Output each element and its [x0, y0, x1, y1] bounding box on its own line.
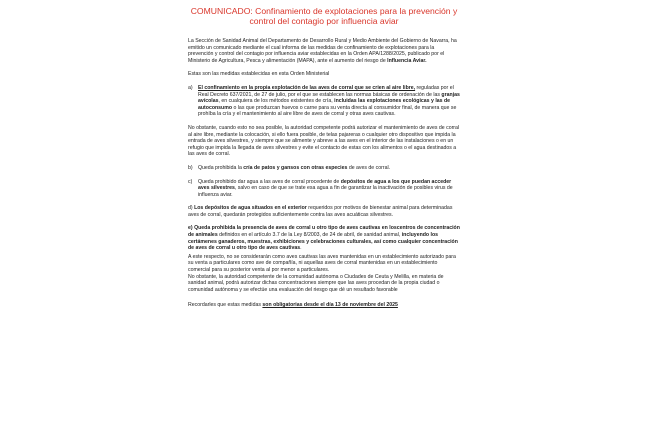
- measure-b-t2: de aves de corral.: [347, 164, 391, 171]
- measure-a-t3: o las que produzcan huevos o carne para su venta directa al consumidor final, de manera que se prohíba la cría y el mantenimiento al aire libre de aves de corral y otras aves cautivas.: [198, 104, 457, 118]
- measure-d-label: d): [188, 205, 193, 212]
- measure-c-text: [198, 179, 460, 199]
- measure-d: [188, 205, 460, 218]
- measure-e-t1: definidos en el artículo 3.7 de la Ley 8/2003, de 24 de abril, de sanidad animal,: [217, 232, 402, 239]
- closing-paragraph: [188, 302, 460, 309]
- measure-c-b1: depósitos de agua a los que puedan acceder aves silvestres: [198, 178, 452, 192]
- intro-bold: Influencia Aviar.: [387, 57, 427, 64]
- measure-e-b2: incluyendo los certámenes ganaderos, muestras, exhibiciones y celebraciones culturales, así como cualquier concentración de aves de corral u otro tipo de aves cautivas: [188, 232, 458, 252]
- measure-d-t1: requeridos por motivos de bienestar animal para determinadas aves de corral, quedarán protegidos suficientemente contra las aves acuáticas silvestres.: [188, 205, 453, 218]
- measure-b-t1: Queda prohibida la: [198, 164, 244, 171]
- measure-e-label: e): [188, 225, 193, 232]
- no-obstante-paragraph-2: No obstante, la autoridad competente de la comunidad autónoma o Ciudades de Ceuta y Melilla, en materia de sanidad animal, podrá autorizar dichas concentraciones siempre que las aves procedan de la propia ciudad o comunidad autónoma y se efectúe una evaluación del riesgo que dé un resultado favorable: [188, 273, 444, 293]
- measure-c-t1: Queda prohibido dar agua a las aves de corral procedente de: [198, 178, 341, 185]
- measure-b: [188, 165, 460, 172]
- measure-e: [188, 225, 460, 251]
- measure-a-label: a): [188, 84, 193, 91]
- measure-d-b1: Los depósitos de agua situados en el exterior: [194, 205, 307, 212]
- intro-paragraph: [188, 38, 460, 64]
- measure-c: [188, 179, 460, 199]
- measure-e-t2: .: [300, 245, 302, 252]
- measure-a-text: [198, 85, 460, 118]
- measure-a-b1: granjas avícolas: [198, 91, 460, 105]
- document-page: [188, 6, 460, 430]
- measure-b-label: b): [188, 164, 193, 171]
- no-obstante-paragraph-1: No obstante, cuando esto no sea posible, la autoridad competente podrá autorizar el mantenimiento de aves de corral al aire libre, mediante la colocación, si ello fuera posible, de telas pajareras o cualquier otro dispositivo que impida la entrada de aves silvestres, y siempre que se alimente y abreve a las aves en el interior de las instalaciones o en un refugio que impida la llegada de aves silvestres y evite el contacto de estas con los alimentos o el agua destinados a las aves de corral.: [188, 124, 460, 158]
- measure-c-t2: , salvo en caso de que se trate esa agua a fin de garantizar la inactivación de posibles virus de influenza aviar.: [198, 185, 453, 198]
- measure-e-b1: Queda prohibida la presencia de aves de corral u otro tipo de aves cautivas en loscentros de concentración de animales: [188, 225, 460, 239]
- intro-text: La Sección de Sanidad Animal del Departamento de Desarrollo Rural y Medio Ambiente del Gobierno de Navarra, ha emitido un comunicado mediante el cual informa de las medidas de confinamiento de explotaciones para la prevención y control del contagio por influencia aviar establecidas en la Orden APA/1288/2025, publicado por el Ministerio de Agricultura, Pesca y alimentación (MAPA), ante el aumento del riesgo de: [188, 38, 457, 64]
- measure-a-b2: incluidas las explotaciones ecológicas y las de autoconsumo: [198, 98, 451, 111]
- measure-b-text: [198, 165, 460, 172]
- document-title: COMUNICADO: Confinamiento de explotaciones para la prevención y control del contagio por influencia aviar: [190, 6, 458, 26]
- closing-bold-underline: son obligatorias desde el día 13 de noviembre del 2025: [262, 302, 398, 309]
- measure-a-t1: reguladas por el Real Decreto 637/2021, de 27 de julio, por el que se establecen las normas básicas de ordenación de las: [198, 84, 454, 98]
- measures-heading: Estas son las medidas establecidas en esta Orden Ministerial: [188, 71, 330, 78]
- measure-b-b1: cría de patos y gansos con otras especies: [243, 164, 348, 171]
- measure-a-t2: , en cualquiera de los métodos existentes de cría,: [218, 98, 335, 105]
- measure-c-label: c): [188, 178, 193, 185]
- closing-text: Recordarles que estas medidas: [188, 302, 263, 309]
- measure-a: [188, 85, 460, 118]
- respecto-paragraph: A este respecto, no se considerarán como aves cautivas las aves mantenidas en un establecimiento autorizado para su venta a particulares como ave de compañía, ni aquellas aves de corral mantenidas en un establecimiento comercial para su posterior venta al por menor a particulares.: [188, 253, 456, 274]
- measure-a-bold-underline: El confinamiento en la propia explotación de las aves de corral que se crien al aire libre,: [198, 84, 416, 91]
